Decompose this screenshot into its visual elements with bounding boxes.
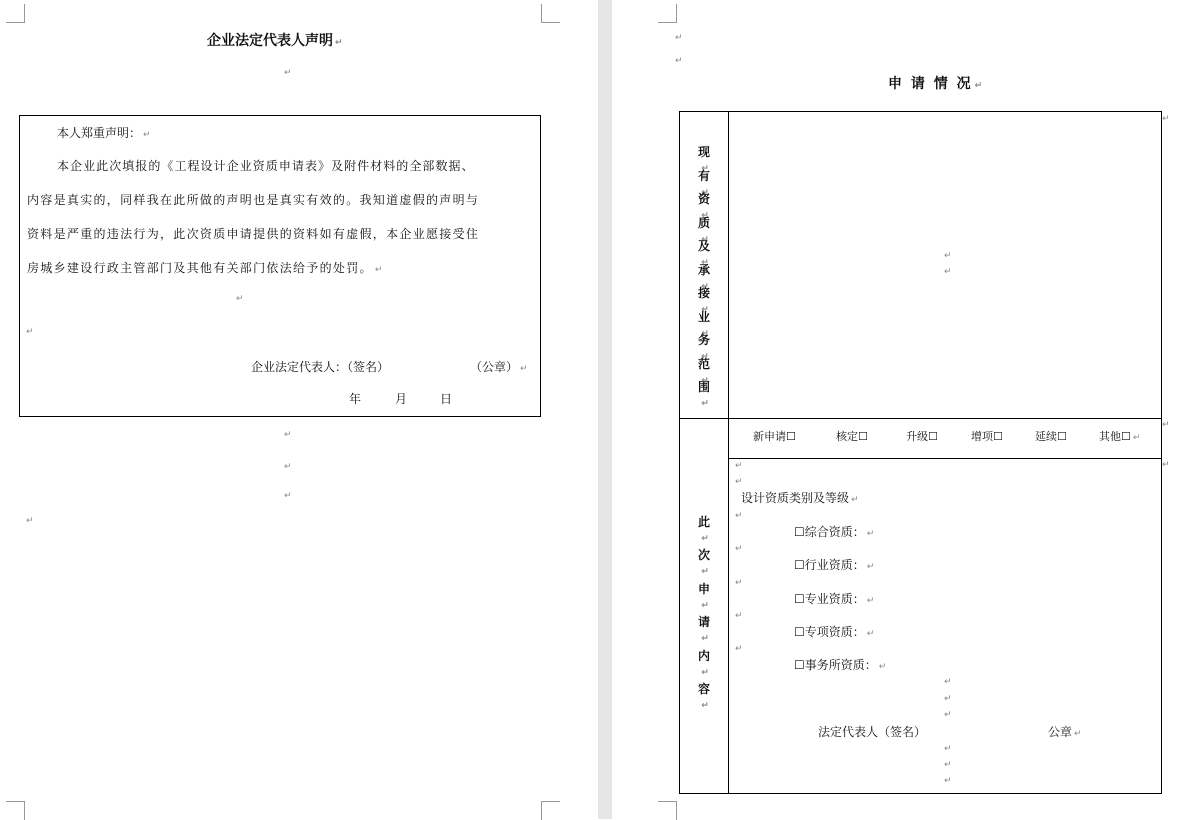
category-checkbox[interactable]: ☐专业资质： ↵ bbox=[794, 592, 874, 608]
crop-mark bbox=[6, 4, 25, 23]
row1-label-char: 业 ↵ bbox=[694, 308, 714, 339]
application-title: 申 请 情 况 ↵ bbox=[888, 77, 984, 93]
crop-mark bbox=[658, 801, 677, 820]
declaration-opening: 本人郑重声明： ↵ bbox=[57, 126, 151, 142]
date-day: 日 bbox=[440, 392, 453, 406]
application-table bbox=[679, 111, 1162, 794]
row1-label-char: 范 ↵ bbox=[694, 355, 714, 386]
category-checkbox[interactable]: ☐综合资质： ↵ bbox=[794, 525, 874, 541]
row1-label-char: 质 ↵ bbox=[694, 214, 714, 245]
declaration-text: 本企业此次填报的《工程设计企业资质申请表》及附件材料的全部数据、 bbox=[57, 159, 475, 173]
legal-rep-signature: 法定代表人（签名） bbox=[818, 725, 927, 739]
row2-label-char: 申 ↵ bbox=[694, 580, 714, 611]
row1-label-char: 有 ↵ bbox=[694, 167, 714, 198]
row1-label-char: 现 ↵ bbox=[694, 143, 714, 174]
row1-label-char: 接 ↵ bbox=[694, 284, 714, 315]
row2-label-char: 容 ↵ bbox=[694, 680, 714, 711]
seal-label: （公章） ↵ bbox=[470, 360, 528, 376]
row1-label-char: 承 ↵ bbox=[694, 261, 714, 292]
crop-mark bbox=[658, 4, 677, 23]
row1-label-char: 及 ↵ bbox=[694, 237, 714, 268]
category-heading: 设计资质类别及等级 ↵ bbox=[741, 491, 859, 507]
category-checkbox[interactable]: ☐事务所资质： ↵ bbox=[794, 658, 886, 674]
signature-label: 企业法定代表人：（签名） bbox=[251, 360, 390, 374]
date-month: 月 bbox=[395, 392, 408, 406]
declaration-text: 资料是严重的违法行为，此次资质申请提供的资料如有虚假，本企业愿接受住 bbox=[27, 227, 480, 241]
row2-label-char: 次 ↵ bbox=[694, 546, 714, 577]
declaration-text: 房城乡建设行政主管部门及其他有关部门依法给予的处罚。 ↵ bbox=[27, 261, 384, 277]
declaration-text: 内容是真实的，同样我在此所做的声明也是真实有效的。我知道虚假的声明与 bbox=[27, 193, 480, 207]
row1-label-char: 资 ↵ bbox=[694, 190, 714, 221]
row2-label-char: 此 ↵ bbox=[694, 513, 714, 544]
seal-label: 公章 ↵ bbox=[1048, 725, 1082, 741]
application-type-checkbox[interactable]: 核定☐ bbox=[836, 430, 868, 443]
row1-label-char: 务 ↵ bbox=[694, 331, 714, 362]
declaration-title: 企业法定代表人声明 ↵ bbox=[207, 34, 343, 50]
application-type-checkbox[interactable]: 增项☐ bbox=[971, 430, 1003, 443]
application-type-checkbox[interactable]: 新申请☐ bbox=[753, 430, 796, 443]
crop-mark bbox=[6, 801, 25, 820]
application-type-checkbox[interactable]: 延续☐ bbox=[1035, 430, 1067, 443]
row1-label-char: 围 ↵ bbox=[694, 378, 714, 409]
crop-mark bbox=[541, 801, 560, 820]
row2-label-char: 内 ↵ bbox=[694, 647, 714, 678]
category-checkbox[interactable]: ☐专项资质： ↵ bbox=[794, 625, 874, 641]
row2-label-char: 请 ↵ bbox=[694, 613, 714, 644]
crop-mark bbox=[541, 4, 560, 23]
application-type-checkbox[interactable]: 升级☐ bbox=[906, 430, 938, 443]
category-checkbox[interactable]: ☐行业资质： ↵ bbox=[794, 558, 874, 574]
page-gap bbox=[598, 0, 612, 819]
date-year: 年 bbox=[349, 392, 362, 406]
application-type-checkbox[interactable]: 其他☐ ↵ bbox=[1099, 430, 1140, 445]
